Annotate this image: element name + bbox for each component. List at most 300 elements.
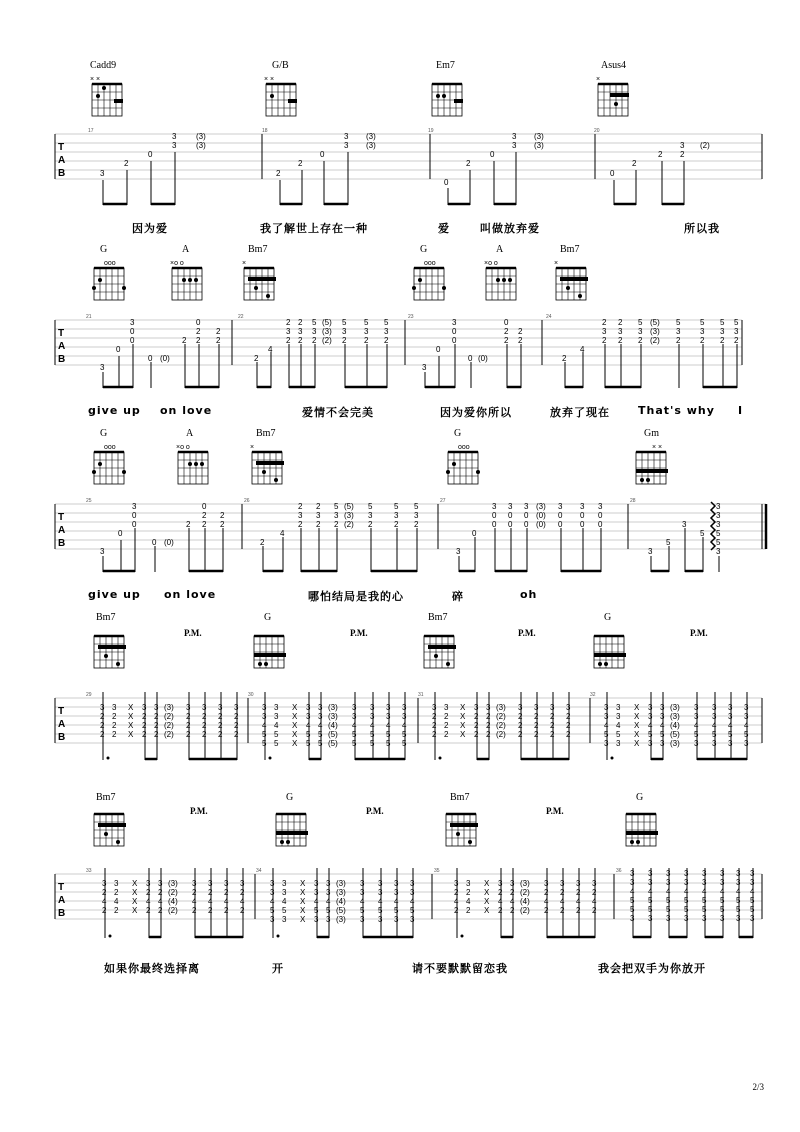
svg-text:3: 3 xyxy=(702,878,707,887)
svg-text:18: 18 xyxy=(262,128,268,134)
svg-text:2: 2 xyxy=(432,730,437,739)
svg-text:4: 4 xyxy=(648,887,653,896)
svg-text:5: 5 xyxy=(262,730,267,739)
svg-text:0: 0 xyxy=(132,511,137,520)
svg-text:4: 4 xyxy=(274,721,279,730)
svg-text:X: X xyxy=(460,730,466,739)
svg-text:4: 4 xyxy=(576,897,581,906)
svg-text:(3): (3) xyxy=(336,915,346,924)
svg-text:3: 3 xyxy=(558,502,563,511)
svg-text:2: 2 xyxy=(192,906,197,915)
svg-text:3: 3 xyxy=(492,502,497,511)
svg-text:3: 3 xyxy=(360,879,365,888)
svg-text:3: 3 xyxy=(744,739,749,748)
lyric: 请不要默默留恋我 xyxy=(412,962,508,975)
svg-text:(3): (3) xyxy=(168,879,178,888)
svg-text:3: 3 xyxy=(716,547,721,556)
svg-text:3: 3 xyxy=(720,327,725,336)
svg-text:3: 3 xyxy=(486,703,491,712)
svg-text:3: 3 xyxy=(314,888,319,897)
svg-text:3: 3 xyxy=(410,879,415,888)
svg-text:2: 2 xyxy=(466,888,471,897)
svg-text:3: 3 xyxy=(684,914,689,923)
svg-text:5: 5 xyxy=(318,730,323,739)
svg-text:5: 5 xyxy=(386,739,391,748)
svg-text:(3): (3) xyxy=(366,132,376,141)
svg-text:2: 2 xyxy=(100,721,105,730)
svg-text:2: 2 xyxy=(102,906,107,915)
svg-text:2: 2 xyxy=(544,906,549,915)
svg-text:3: 3 xyxy=(100,703,105,712)
chord-diagram xyxy=(554,260,588,300)
svg-text:5: 5 xyxy=(700,529,705,538)
svg-text:4: 4 xyxy=(660,721,665,730)
svg-text:3: 3 xyxy=(142,703,147,712)
svg-text:3: 3 xyxy=(712,712,717,721)
svg-text:3: 3 xyxy=(684,878,689,887)
svg-text:4: 4 xyxy=(326,897,331,906)
svg-text:(0): (0) xyxy=(164,538,174,547)
svg-text:4: 4 xyxy=(378,897,383,906)
svg-text:3: 3 xyxy=(616,712,621,721)
svg-text:5: 5 xyxy=(318,739,323,748)
svg-text:2: 2 xyxy=(444,730,449,739)
svg-text:ooo: ooo xyxy=(104,444,116,451)
svg-text:5: 5 xyxy=(342,318,347,327)
svg-text:2: 2 xyxy=(158,888,163,897)
chord-diagram xyxy=(412,260,446,300)
svg-text:3: 3 xyxy=(560,879,565,888)
svg-text:(3): (3) xyxy=(534,132,544,141)
svg-text:3: 3 xyxy=(512,141,517,150)
svg-text:(3): (3) xyxy=(328,712,338,721)
svg-text:X: X xyxy=(128,703,134,712)
svg-text:3: 3 xyxy=(702,914,707,923)
svg-text:3: 3 xyxy=(286,327,291,336)
svg-text:3: 3 xyxy=(648,878,653,887)
svg-text:2: 2 xyxy=(158,906,163,915)
lyric: 如果你最终选择离 xyxy=(104,962,200,975)
svg-text:3: 3 xyxy=(342,327,347,336)
chord-name: G/B xyxy=(272,60,289,71)
palm-mute-mark: P.M. xyxy=(184,628,202,638)
svg-text:3: 3 xyxy=(306,712,311,721)
svg-text:3: 3 xyxy=(728,739,733,748)
svg-text:2: 2 xyxy=(534,712,539,721)
svg-text:36: 36 xyxy=(616,868,622,874)
svg-text:2: 2 xyxy=(218,721,223,730)
svg-text:3: 3 xyxy=(274,703,279,712)
chord-diagram xyxy=(170,260,202,300)
svg-text:5: 5 xyxy=(666,538,671,547)
palm-mute-mark: P.M. xyxy=(546,806,564,816)
svg-text:0: 0 xyxy=(524,511,529,520)
svg-text:2: 2 xyxy=(146,906,151,915)
palm-mute-mark: P.M. xyxy=(690,628,708,638)
svg-text:5: 5 xyxy=(364,318,369,327)
svg-text:3: 3 xyxy=(456,547,461,556)
svg-text:3: 3 xyxy=(386,712,391,721)
svg-text:3: 3 xyxy=(694,712,699,721)
chord-diagram xyxy=(250,444,284,484)
svg-text:5: 5 xyxy=(684,896,689,905)
svg-text:4: 4 xyxy=(314,897,319,906)
svg-text:0: 0 xyxy=(118,529,123,538)
svg-text:2: 2 xyxy=(316,502,321,511)
svg-text:3: 3 xyxy=(270,879,275,888)
svg-text:0: 0 xyxy=(580,511,585,520)
lyric: 放弃了现在 xyxy=(550,406,610,419)
page-number: 2/3 xyxy=(752,1082,764,1092)
svg-text:3: 3 xyxy=(100,169,105,178)
svg-text:3: 3 xyxy=(744,703,749,712)
chord-name: G xyxy=(100,428,108,439)
svg-text:3: 3 xyxy=(728,712,733,721)
svg-text:3: 3 xyxy=(326,915,331,924)
svg-text:2: 2 xyxy=(298,520,303,529)
chord-name: Bm7 xyxy=(450,792,470,803)
svg-text:2: 2 xyxy=(504,327,509,336)
svg-text:3: 3 xyxy=(344,141,349,150)
svg-text:0: 0 xyxy=(598,511,603,520)
svg-text:0: 0 xyxy=(508,511,513,520)
svg-text:3: 3 xyxy=(402,712,407,721)
svg-text:25: 25 xyxy=(86,498,92,504)
svg-text:2: 2 xyxy=(486,712,491,721)
svg-text:0: 0 xyxy=(558,511,563,520)
svg-text:3: 3 xyxy=(224,879,229,888)
svg-text:3: 3 xyxy=(684,869,689,878)
chord-diagram xyxy=(596,76,629,116)
svg-text:T: T xyxy=(58,142,65,153)
svg-text:2: 2 xyxy=(498,906,503,915)
svg-text:2: 2 xyxy=(100,730,105,739)
svg-text:2: 2 xyxy=(486,721,491,730)
svg-text:2: 2 xyxy=(566,730,571,739)
svg-text:(2): (2) xyxy=(344,520,354,529)
svg-text:(0): (0) xyxy=(478,354,488,363)
chord-name: G xyxy=(420,244,428,255)
svg-text:5: 5 xyxy=(604,730,609,739)
svg-text:3: 3 xyxy=(282,915,287,924)
tab-staff xyxy=(55,134,762,179)
palm-mute-mark: P.M. xyxy=(518,628,536,638)
svg-text:4: 4 xyxy=(648,721,653,730)
svg-text:3: 3 xyxy=(394,879,399,888)
svg-text:4: 4 xyxy=(510,897,515,906)
svg-text:4: 4 xyxy=(454,897,459,906)
svg-text:4: 4 xyxy=(728,721,733,730)
svg-text:3: 3 xyxy=(394,511,399,520)
svg-text:3: 3 xyxy=(666,869,671,878)
chord-name: Em7 xyxy=(436,60,455,71)
svg-text:19: 19 xyxy=(428,128,434,134)
svg-text:×: × xyxy=(242,260,247,267)
svg-text:X: X xyxy=(484,906,490,915)
svg-text:2: 2 xyxy=(208,888,213,897)
svg-text:3: 3 xyxy=(720,914,725,923)
svg-text:3: 3 xyxy=(580,502,585,511)
svg-text:3: 3 xyxy=(750,869,755,878)
svg-text:5: 5 xyxy=(702,896,707,905)
lyric: 哪怕结局是我的心 xyxy=(308,590,404,603)
svg-text:2: 2 xyxy=(192,888,197,897)
svg-text:2: 2 xyxy=(234,721,239,730)
svg-text:B: B xyxy=(58,168,66,179)
svg-text:2: 2 xyxy=(186,721,191,730)
svg-text:5: 5 xyxy=(326,906,331,915)
chord-name: G xyxy=(454,428,462,439)
svg-text:3: 3 xyxy=(112,703,117,712)
svg-text:2: 2 xyxy=(186,712,191,721)
chord-name: Bm7 xyxy=(560,244,580,255)
svg-text:3: 3 xyxy=(306,703,311,712)
svg-text:X: X xyxy=(132,879,138,888)
chord-name: Bm7 xyxy=(256,428,276,439)
svg-text:4: 4 xyxy=(386,721,391,730)
svg-text:X: X xyxy=(634,739,640,748)
svg-text:2: 2 xyxy=(394,520,399,529)
svg-text:29: 29 xyxy=(86,692,92,698)
svg-text:X: X xyxy=(292,739,298,748)
svg-text:3: 3 xyxy=(370,703,375,712)
svg-text:(3): (3) xyxy=(164,703,174,712)
chord-name: Bm7 xyxy=(248,244,268,255)
svg-text:(0): (0) xyxy=(536,511,546,520)
svg-text:(5): (5) xyxy=(328,730,338,739)
svg-text:3: 3 xyxy=(262,703,267,712)
svg-text:(3): (3) xyxy=(366,141,376,150)
svg-text:5: 5 xyxy=(736,905,741,914)
svg-text:3: 3 xyxy=(402,703,407,712)
svg-text:2: 2 xyxy=(632,159,637,168)
svg-text:2: 2 xyxy=(534,721,539,730)
chord-diagram xyxy=(92,260,126,300)
svg-text:2: 2 xyxy=(220,511,225,520)
svg-text:3: 3 xyxy=(736,878,741,887)
svg-text:3: 3 xyxy=(602,327,607,336)
svg-text:0: 0 xyxy=(492,511,497,520)
svg-text:3: 3 xyxy=(386,703,391,712)
svg-text:3: 3 xyxy=(680,141,685,150)
chord-name: Gm xyxy=(644,428,659,439)
svg-text:2: 2 xyxy=(298,336,303,345)
svg-text:(2): (2) xyxy=(700,141,710,150)
svg-text:3: 3 xyxy=(616,703,621,712)
svg-text:3: 3 xyxy=(648,547,653,556)
svg-text:5: 5 xyxy=(630,896,635,905)
svg-text:(4): (4) xyxy=(520,897,530,906)
svg-text:3: 3 xyxy=(510,879,515,888)
svg-text:(2): (2) xyxy=(164,721,174,730)
svg-text:0: 0 xyxy=(130,336,135,345)
svg-text:0: 0 xyxy=(524,520,529,529)
svg-text:4: 4 xyxy=(262,721,267,730)
svg-text:3: 3 xyxy=(444,703,449,712)
svg-text:X: X xyxy=(292,712,298,721)
chord-diagram xyxy=(264,76,297,116)
svg-text:3: 3 xyxy=(186,703,191,712)
svg-text:2: 2 xyxy=(550,721,555,730)
svg-text:(3): (3) xyxy=(336,888,346,897)
svg-text:0: 0 xyxy=(468,354,473,363)
svg-text:2: 2 xyxy=(298,502,303,511)
svg-text:3: 3 xyxy=(630,878,635,887)
svg-text:0: 0 xyxy=(452,336,457,345)
svg-text:22: 22 xyxy=(238,314,244,320)
svg-text:5: 5 xyxy=(368,502,373,511)
svg-text:3: 3 xyxy=(544,879,549,888)
svg-text:2: 2 xyxy=(560,888,565,897)
svg-text:T: T xyxy=(58,328,65,339)
svg-text:X: X xyxy=(292,703,298,712)
svg-text:3: 3 xyxy=(466,879,471,888)
svg-text:2: 2 xyxy=(254,354,259,363)
palm-mute-mark: P.M. xyxy=(366,806,384,816)
svg-text:B: B xyxy=(58,538,66,549)
svg-text:0: 0 xyxy=(490,150,495,159)
svg-text:4: 4 xyxy=(592,897,597,906)
svg-text:3: 3 xyxy=(604,712,609,721)
svg-text:0: 0 xyxy=(152,538,157,547)
svg-text:(2): (2) xyxy=(164,730,174,739)
svg-text:2: 2 xyxy=(700,336,705,345)
chord-diagram xyxy=(242,260,276,300)
svg-text:4: 4 xyxy=(544,897,549,906)
svg-text:4: 4 xyxy=(280,529,285,538)
svg-text:2: 2 xyxy=(566,721,571,730)
svg-text:2: 2 xyxy=(658,150,663,159)
svg-text:3: 3 xyxy=(630,869,635,878)
svg-text:3: 3 xyxy=(394,888,399,897)
svg-text:(3): (3) xyxy=(328,703,338,712)
svg-text:2: 2 xyxy=(142,712,147,721)
svg-text:2: 2 xyxy=(142,721,147,730)
svg-text:3: 3 xyxy=(208,879,213,888)
svg-text:B: B xyxy=(58,354,66,365)
svg-text:3: 3 xyxy=(360,915,365,924)
lyric: on love xyxy=(164,588,217,601)
svg-text:3: 3 xyxy=(498,879,503,888)
svg-text:X: X xyxy=(484,897,490,906)
svg-text:X: X xyxy=(634,703,640,712)
svg-text:3: 3 xyxy=(370,712,375,721)
svg-text:5: 5 xyxy=(712,730,717,739)
svg-text:5: 5 xyxy=(630,905,635,914)
svg-text:4: 4 xyxy=(466,897,471,906)
svg-text:3: 3 xyxy=(100,363,105,372)
svg-text:3: 3 xyxy=(454,879,459,888)
svg-text:3: 3 xyxy=(638,327,643,336)
svg-text:4: 4 xyxy=(630,887,635,896)
svg-text:2: 2 xyxy=(504,336,509,345)
svg-text:0: 0 xyxy=(492,520,497,529)
svg-text:2: 2 xyxy=(498,888,503,897)
svg-text:ooo: ooo xyxy=(458,444,470,451)
svg-text:2: 2 xyxy=(224,888,229,897)
svg-text:3: 3 xyxy=(352,712,357,721)
svg-text:(4): (4) xyxy=(168,897,178,906)
chord-diagram xyxy=(636,444,668,484)
svg-text:3: 3 xyxy=(240,879,245,888)
chord-diagram xyxy=(176,444,208,484)
svg-text:3: 3 xyxy=(716,502,721,511)
svg-text:3: 3 xyxy=(604,703,609,712)
svg-text:2: 2 xyxy=(566,712,571,721)
svg-text:4: 4 xyxy=(694,721,699,730)
svg-text:5: 5 xyxy=(370,730,375,739)
svg-text:31: 31 xyxy=(418,692,424,698)
svg-text:0: 0 xyxy=(580,520,585,529)
svg-text:X: X xyxy=(128,712,134,721)
svg-text:X: X xyxy=(300,906,306,915)
svg-text:3: 3 xyxy=(660,739,665,748)
svg-text:2: 2 xyxy=(602,318,607,327)
svg-text:(3): (3) xyxy=(344,511,354,520)
svg-text:2: 2 xyxy=(234,730,239,739)
svg-text:4: 4 xyxy=(560,897,565,906)
svg-text:0: 0 xyxy=(132,520,137,529)
svg-text:4: 4 xyxy=(224,897,229,906)
svg-text:2: 2 xyxy=(276,169,281,178)
svg-text:X: X xyxy=(128,721,134,730)
svg-text:2: 2 xyxy=(560,906,565,915)
svg-text:3: 3 xyxy=(702,869,707,878)
svg-text:3: 3 xyxy=(524,502,529,511)
svg-text:× ×: × × xyxy=(264,76,275,83)
arpeggio-mark xyxy=(711,502,715,550)
svg-text:2: 2 xyxy=(154,730,159,739)
svg-text:3: 3 xyxy=(630,914,635,923)
svg-text:4: 4 xyxy=(580,345,585,354)
svg-text:2: 2 xyxy=(618,318,623,327)
svg-text:×o o: ×o o xyxy=(176,444,190,451)
svg-text:32: 32 xyxy=(590,692,596,698)
svg-text:5: 5 xyxy=(648,905,653,914)
svg-text:(3): (3) xyxy=(670,703,680,712)
svg-text:5: 5 xyxy=(384,318,389,327)
svg-text:3: 3 xyxy=(410,915,415,924)
svg-text:ooo: ooo xyxy=(424,260,436,267)
svg-text:2: 2 xyxy=(334,520,339,529)
svg-text:3: 3 xyxy=(648,914,653,923)
svg-text:X: X xyxy=(132,897,138,906)
svg-text:X: X xyxy=(132,906,138,915)
svg-text:X: X xyxy=(292,730,298,739)
svg-text:3: 3 xyxy=(100,547,105,556)
svg-text:X: X xyxy=(128,730,134,739)
svg-text:2: 2 xyxy=(562,354,567,363)
lyric: That's why xyxy=(638,404,715,417)
svg-text:2: 2 xyxy=(618,336,623,345)
svg-text:2: 2 xyxy=(196,336,201,345)
svg-text:5: 5 xyxy=(360,906,365,915)
svg-text:3: 3 xyxy=(378,879,383,888)
svg-text:4: 4 xyxy=(158,897,163,906)
svg-text:3: 3 xyxy=(316,511,321,520)
svg-text:30: 30 xyxy=(248,692,254,698)
svg-text:2: 2 xyxy=(112,721,117,730)
svg-text:3: 3 xyxy=(282,888,287,897)
svg-text:X: X xyxy=(634,712,640,721)
svg-text:3: 3 xyxy=(598,502,603,511)
svg-text:(0): (0) xyxy=(536,520,546,529)
svg-text:T: T xyxy=(58,706,65,717)
svg-text:4: 4 xyxy=(360,897,365,906)
lyric: I xyxy=(738,404,744,417)
svg-text:2: 2 xyxy=(182,336,187,345)
chord-diagram xyxy=(626,814,658,846)
